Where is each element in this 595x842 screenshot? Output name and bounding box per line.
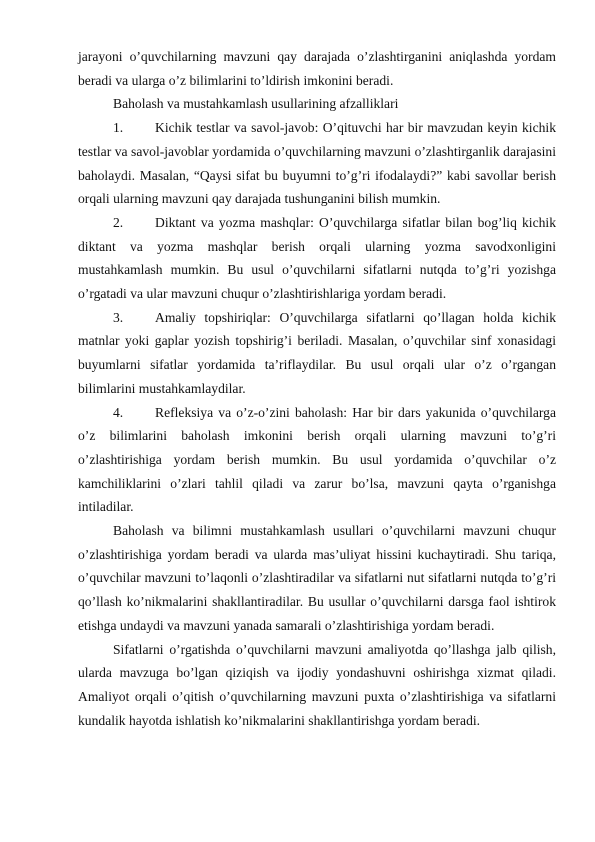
list-item-number: 4. bbox=[113, 404, 124, 420]
list-item bbox=[78, 306, 556, 401]
list-item-number: 2. bbox=[113, 214, 124, 230]
list-item bbox=[78, 116, 556, 211]
list-item-number: 1. bbox=[113, 120, 124, 136]
section-heading: Baholash va mustahkamlash usullarining afzalliklari bbox=[113, 96, 399, 112]
summary-paragraph: Baholash va bilimni mustahkamlash usullari o’quvchilarni mavzuni chuqur o’zlashtirishiga yordam beradi va ularda mas’uliyat hissini kuchaytiradi. Shu tariqa, o’quvchilar mavzuni to’laqonli o’zlashtiradilar va sifatlarni nut sifatlarni nutqda to’g’ri qo’llash ko’nikmalarini shakllantiradilar. Bu usullar o’quvchilarni darsga faol ishtirok etishga undaydi va mavzuni yanada samarali o’zlashtirishiga yordam beradi. bbox=[78, 523, 556, 633]
list-item-text: Kichik testlar va savol-javob: O’qituvchi har bir mavzudan keyin kichik testlar va savol-javoblar yordamida o’quvchilarning mavzuni o’zlashtirganlik darajasini baholaydi. Masalan, “Qaysi sifat bu buyumni to’g’ri ifodalaydi?” kabi savollar berish orqali ularning mavzuni qay darajada tushunganini bilish mumkin. bbox=[78, 120, 556, 207]
final-paragraph: Sifatlarni o’rgatishda o’quvchilarni mavzuni amaliyotda qo’llashga jalb qilish, ularda mavzuga bo’lgan qiziqish va ijodiy yondashuvni oshirishga xizmat qiladi. Amaliyot orqali o’qitish o’quvchilarning mavzuni puxta o’zlashtirishiga va sifatlarni kundalik hayotda ishlatish ko’nikmalarini shakllantirishga yordam beradi. bbox=[78, 641, 556, 728]
list-item bbox=[78, 211, 556, 306]
list-item-text: Diktant va yozma mashqlar: O’quvchilarga sifatlar bilan bog’liq kichik diktant va yozma mashqlar berish orqali ularning yozma savodxonligini mustahkamlash mumkin. Bu usul o’quvchilarni sifatlarni nutqda to’g’ri yozishga o’rgatadi va ular mavzuni chuqur o’zlashtirishlariga yordam beradi. bbox=[78, 214, 556, 302]
list-item bbox=[78, 401, 556, 520]
intro-paragraph: jarayoni o’quvchilarning mavzuni qay darajada o’zlashtirganini aniqlashda yordam beradi va ularga o’z bilimlarini to’ldirish imkonini beradi. bbox=[78, 49, 556, 88]
document-page bbox=[78, 45, 556, 732]
list-item-number: 3. bbox=[113, 309, 124, 325]
list-item-text: Refleksiya va o’z-o’zini baholash: Har bir dars yakunida o’quvchilarga o’z bilimlarini baholash imkonini berish orqali ularning mavzuni to’g’ri o’zlashtirishiga yordam berish mumkin. Bu usul yordamida o’quvchilar o’z kamchiliklarini o’zlari tahlil qiladi va zarur bo’lsa, mavzuni qayta o’rganishga intiladilar. bbox=[78, 404, 556, 515]
list-item-text: Amaliy topshiriqlar: O’quvchilarga sifatlarni qo’llagan holda kichik matnlar yoki gaplar yozish topshirig’i beriladi. Masalan, o’quvchilar sinf xonasidagi buyumlarni sifatlar yordamida ta’riflaydilar. Bu usul orqali ular o’z o’rgangan bilimlarini mustahkamlaydilar. bbox=[78, 309, 556, 396]
